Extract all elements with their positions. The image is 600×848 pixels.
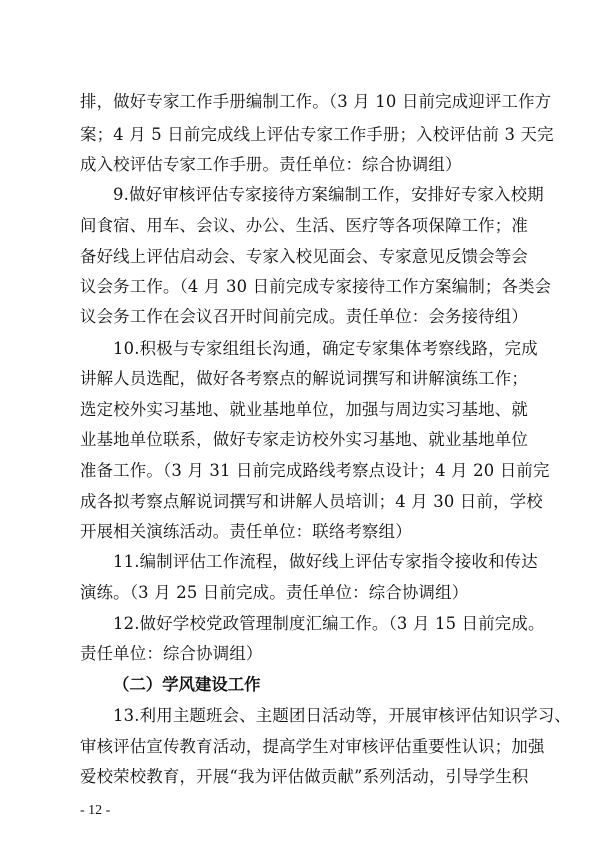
text-line: 备好线上评估启动会、专家入校见面会、专家意见反馈会等会 — [80, 247, 528, 266]
text-line: 准备工作。（3 月 31 日前完成路线考察点设计；4 月 20 日前完 — [80, 461, 550, 480]
text-line: 成各拟考察点解说词撰写和讲解人员培训；4 月 30 日前，学校 — [80, 492, 543, 511]
text-line: 审核评估宣传教育活动，提高学生对审核评估重要性认识；加强 — [80, 737, 545, 756]
text-line: 排，做好专家工作手册编制工作。（3 月 10 日前完成迎评工作方 — [80, 92, 552, 111]
paragraph-13-start: 13.利用主题班会、主题团日活动等，开展审核评估知识学习、 — [113, 706, 572, 725]
text-line: 议会务工作在会议召开时间前完成。责任单位：会务接待组） — [80, 307, 528, 326]
text-line: 选定校外实习基地、就业基地单位，加强与周边实习基地、就 — [80, 400, 528, 419]
section-heading: （二）学风建设工作 — [113, 675, 261, 694]
page-number: - 12 - — [80, 803, 111, 818]
paragraph-11-start: 11.编制评估工作流程，做好线上评估专家指令接收和传达 — [113, 552, 538, 571]
text-line: 间食宿、用车、会议、办公、生活、医疗等各项保障工作；准 — [80, 216, 528, 235]
text-line: 业基地单位联系，做好专家走访校外实习基地、就业基地单位 — [80, 430, 528, 449]
paragraph-10-start: 10.积极与专家组组长沟通，确定专家集体考察线路，完成 — [113, 339, 538, 358]
text-line: 演练。（3 月 25 日前完成。责任单位：综合协调组） — [80, 583, 469, 602]
text-line: 成入校评估专家工作手册。责任单位：综合协调组） — [80, 155, 462, 174]
text-line: 爱校荣校教育，开展“我为评估做贡献”系列活动，引导学生积 — [80, 767, 529, 786]
paragraph-12-start: 12.做好学校党政管理制度汇编工作。（3 月 15 日前完成。 — [113, 614, 545, 633]
text-line: 议会务工作。（4 月 30 日前完成专家接待工作方案编制；各类会 — [80, 277, 552, 296]
text-line: 开展相关演练活动。责任单位：联络考察组） — [80, 522, 412, 541]
paragraph-9-start: 9.做好审核评估专家接待方案编制工作，安排好专家入校期 — [113, 185, 544, 204]
text-line: 案；4 月 5 日前完成线上评估专家工作手册；入校评估前 3 天完 — [80, 125, 554, 144]
text-line: 责任单位：综合协调组） — [80, 644, 263, 663]
text-line: 讲解人员选配，做好各考察点的解说词撰写和讲解演练工作； — [80, 369, 528, 388]
